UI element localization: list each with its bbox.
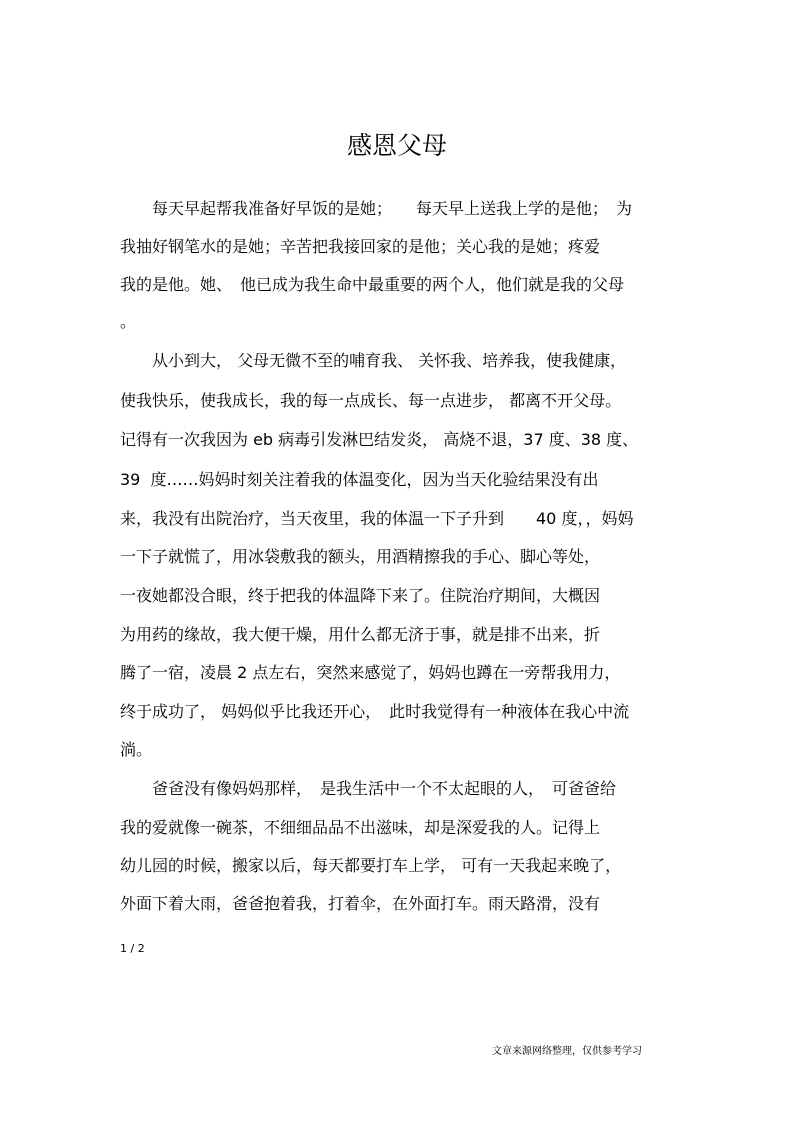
text-line: 一下子就慌了，用冰袋敷我的额头，用酒精擦我的手心、脚心等处， <box>120 547 601 566</box>
text-line: 外面下着大雨，爸爸抱着我，打着伞，在外面打车。雨天路滑，没有 <box>120 894 601 913</box>
text-line: 一夜她都没合眼，终于把我的体温降下来了。住院治疗期间，大概因 <box>120 586 601 605</box>
text-line: 腾了一宿，凌晨 2 点左右，突然来感觉了，妈妈也蹲在一旁帮我用力， <box>120 663 621 682</box>
text-line: 从小到大， 父母无微不至的哺育我、 关怀我、培养我，使我健康， <box>152 351 627 370</box>
text-line: 39 度……妈妈时刻关注着我的体温变化，因为当天化验结果没有出 <box>120 470 599 489</box>
document-title: 感恩父母 <box>346 131 447 160</box>
text-line: 我抽好钢笔水的是她；辛苦把我接回家的是他；关心我的是她；疼爱 <box>120 237 601 256</box>
text-line: 来，我没有出院治疗，当天夜里，我的体温一下子升到 40 度，，妈妈 <box>120 509 634 528</box>
text-line: 淌。 <box>120 740 153 759</box>
footer-note: 文章来源网络整理，仅供参考学习 <box>492 1046 642 1057</box>
text-line: 幼儿园的时候，搬家以后，每天都要打车上学， 可有一天我起来晚了， <box>120 856 622 875</box>
page-number: 1 / 2 <box>120 942 145 955</box>
text-line: 每天早起帮我准备好早饭的是她； 每天早上送我上学的是他； 为 <box>152 199 633 218</box>
text-line: 使我快乐，使我成长，我的每一点成长、每一点进步， 都离不开父母。 <box>120 391 622 410</box>
text-line: 终于成功了， 妈妈似乎比我还开心， 此时我觉得有一种液体在我心中流 <box>120 702 630 721</box>
text-line: 为用药的缘故，我大便干燥，用什么都无济于事，就是排不出来，折 <box>120 625 601 644</box>
text-line: 爸爸没有像妈妈那样， 是我生活中一个不太起眼的人， 可爸爸给 <box>152 779 617 798</box>
text-line: 。 <box>120 312 137 331</box>
text-line: 我的爱就像一碗茶，不细细品品不出滋味，却是深爱我的人。记得上 <box>120 818 601 837</box>
text-line: 记得有一次我因为 eb 病毒引发淋巴结发炎， 高烧不退，37 度、38 度、 <box>120 430 639 449</box>
text-line: 我的是他。她、 他已成为我生命中最重要的两个人，他们就是我的父母 <box>120 275 625 294</box>
